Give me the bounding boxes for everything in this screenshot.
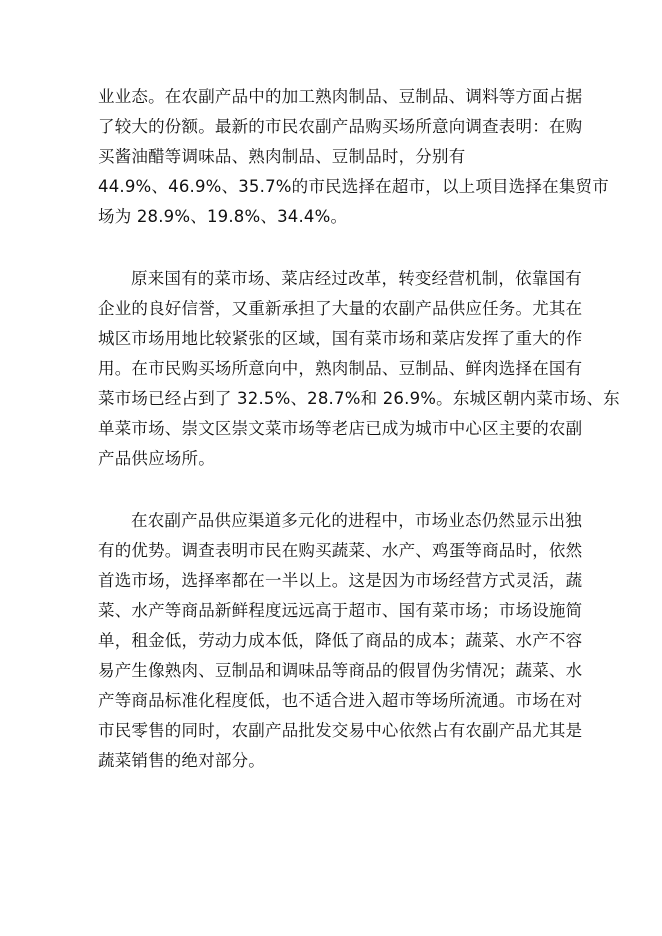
paragraph-line: 城区市场用地比较紧张的区域，国有菜市场和菜店发挥了重大的作 bbox=[98, 329, 583, 348]
paragraph-line: 产品供应场所。 bbox=[98, 449, 215, 468]
paragraph-line: 菜市场已经占到了 32.5%、28.7%和 26.9%。东城区朝内菜市场、东 bbox=[98, 389, 620, 408]
paragraph-spacer bbox=[98, 474, 568, 506]
paragraph-line: 单，租金低，劳动力成本低，降低了商品的成本；蔬菜、水产不容 bbox=[98, 631, 583, 650]
paragraph-1 bbox=[98, 82, 609, 232]
paragraph-line: 产等商品标准化程度低，也不适合进入超市等场所流通。市场在对 bbox=[98, 691, 583, 710]
paragraph-line: 场为 28.9%、19.8%、34.4%。 bbox=[98, 207, 348, 226]
paragraph-line: 用。在市民购买场所意向中，熟肉制品、豆制品、鲜肉选择在国有 bbox=[98, 359, 583, 378]
paragraph-line: 蔬菜销售的绝对部分。 bbox=[98, 751, 265, 770]
paragraph-line: 易产生像熟肉、豆制品和调味品等商品的假冒伪劣情况；蔬菜、水 bbox=[98, 661, 583, 680]
paragraph-line: 有的优势。调查表明市民在购买蔬菜、水产、鸡蛋等商品时，依然 bbox=[98, 541, 583, 560]
paragraph-line: 了较大的份额。最新的市民农副产品购买场所意向调查表明：在购 bbox=[98, 117, 583, 136]
paragraph-line: 原来国有的菜市场、菜店经过改革，转变经营机制，依靠国有 bbox=[131, 269, 582, 288]
paragraph-3 bbox=[98, 506, 583, 776]
document-body bbox=[98, 82, 620, 776]
paragraph-line: 买酱油醋等调味品、熟肉制品、豆制品时，分别有 bbox=[98, 147, 466, 166]
paragraph-line: 首选市场，选择率都在一半以上。这是因为市场经营方式灵活，蔬 bbox=[98, 571, 583, 590]
paragraph-line: 单菜市场、崇文区崇文菜市场等老店已成为城市中心区主要的农副 bbox=[98, 419, 583, 438]
paragraph-line: 44.9%、46.9%、35.7%的市民选择在超市，以上项目选择在集贸市 bbox=[98, 177, 609, 196]
paragraph-line: 市民零售的同时，农副产品批发交易中心依然占有农副产品尤其是 bbox=[98, 721, 583, 740]
paragraph-line: 在农副产品供应渠道多元化的进程中，市场业态仍然显示出独 bbox=[131, 511, 582, 530]
paragraph-line: 企业的良好信誉，又重新承担了大量的农副产品供应任务。尤其在 bbox=[98, 299, 583, 318]
paragraph-line: 菜、水产等商品新鲜程度远远高于超市、国有菜市场；市场设施简 bbox=[98, 601, 583, 620]
paragraph-2 bbox=[98, 264, 620, 474]
paragraph-spacer bbox=[98, 232, 568, 264]
paragraph-line: 业业态。在农副产品中的加工熟肉制品、豆制品、调料等方面占据 bbox=[98, 87, 583, 106]
